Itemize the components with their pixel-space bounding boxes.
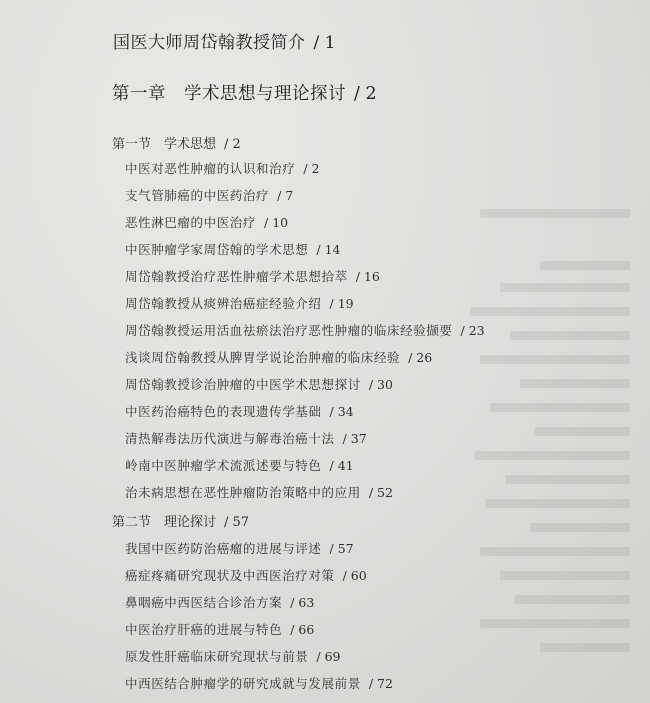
- toc-entry[interactable]: [125, 456, 354, 474]
- toc-entry[interactable]: [125, 402, 354, 420]
- section-title: 第一节 学术思想: [112, 137, 217, 152]
- toc-entry[interactable]: [125, 483, 393, 501]
- toc-entry[interactable]: [125, 294, 354, 312]
- entry-title: 周岱翰教授运用活血祛瘀法治疗恶性肿瘤的临床经验撷要: [125, 323, 453, 338]
- entry-page: / 7: [277, 188, 294, 203]
- toc-entry[interactable]: [125, 620, 314, 638]
- entry-page: / 69: [316, 649, 341, 664]
- toc-entry[interactable]: [125, 647, 341, 665]
- entry-title: 治未病思想在恶性肿瘤防治策略中的应用: [125, 485, 361, 500]
- toc-entry[interactable]: [125, 566, 367, 584]
- toc-entry[interactable]: [125, 159, 319, 177]
- preface-title: 国医大师周岱翰教授简介: [113, 33, 306, 53]
- entry-title: 我国中医药防治癌瘤的进展与评述: [125, 541, 322, 556]
- entry-title: 岭南中医肿瘤学术流派述要与特色: [125, 458, 322, 473]
- chapter-page: / 2: [354, 84, 377, 104]
- toc-entry[interactable]: [125, 348, 432, 366]
- entry-page: / 52: [368, 485, 393, 500]
- entry-page: / 16: [355, 269, 380, 284]
- entry-title: 中医药治癌特色的表现遗传学基础: [125, 404, 322, 419]
- entry-page: / 34: [329, 404, 354, 419]
- section-page: / 2: [224, 137, 241, 152]
- entry-page: / 26: [408, 350, 433, 365]
- entry-page: / 30: [368, 377, 393, 392]
- toc-entry[interactable]: [125, 674, 393, 692]
- toc-entry[interactable]: [125, 539, 354, 557]
- entry-title: 癌症疼痛研究现状及中西医治疗对策: [125, 568, 335, 583]
- toc-entry[interactable]: [125, 429, 367, 447]
- entry-page: / 41: [329, 458, 354, 473]
- entry-page: / 10: [264, 215, 289, 230]
- entry-title: 中西医结合肿瘤学的研究成就与发展前景: [125, 676, 361, 691]
- toc-entry[interactable]: [125, 186, 293, 204]
- section-page: / 57: [224, 515, 250, 530]
- entry-title: 原发性肝癌临床研究现状与前景: [125, 649, 309, 664]
- entry-title: 清热解毒法历代演进与解毒治癌十法: [125, 431, 335, 446]
- entry-page: / 66: [290, 622, 315, 637]
- preface-entry[interactable]: [113, 28, 335, 53]
- entry-page: / 23: [460, 323, 485, 338]
- chapter-heading[interactable]: [112, 80, 377, 105]
- toc-entry[interactable]: [125, 375, 393, 393]
- toc-entry[interactable]: [125, 593, 314, 611]
- entry-title: 支气管肺癌的中医药治疗: [125, 188, 270, 203]
- section-heading[interactable]: [112, 511, 249, 530]
- entry-page: / 37: [342, 431, 367, 446]
- entry-page: / 2: [303, 161, 320, 176]
- entry-page: / 72: [368, 676, 393, 691]
- entry-title: 周岱翰教授从痰辨治癌症经验介绍: [125, 296, 322, 311]
- entry-title: 周岱翰教授诊治肿瘤的中医学术思想探讨: [125, 377, 361, 392]
- toc-entry[interactable]: [125, 213, 288, 231]
- toc-entry[interactable]: [125, 321, 485, 339]
- entry-title: 周岱翰教授治疗恶性肿瘤学术思想拾萃: [125, 269, 348, 284]
- entry-page: / 19: [329, 296, 354, 311]
- toc-entry[interactable]: [125, 267, 380, 285]
- entry-page: / 60: [342, 568, 367, 583]
- toc-entry[interactable]: [125, 240, 341, 258]
- entry-title: 恶性淋巴瘤的中医治疗: [125, 215, 257, 230]
- section-heading[interactable]: [112, 133, 241, 152]
- entry-page: / 63: [290, 595, 315, 610]
- entry-title: 浅谈周岱翰教授从脾胃学说论治肿瘤的临床经验: [125, 350, 401, 365]
- entry-title: 鼻咽癌中西医结合诊治方案: [125, 595, 283, 610]
- entry-title: 中医对恶性肿瘤的认识和治疗: [125, 161, 296, 176]
- section-title: 第二节 理论探讨: [112, 515, 217, 530]
- chapter-title: 第一章 学术思想与理论探讨: [112, 84, 346, 104]
- entry-title: 中医肿瘤学家周岱翰的学术思想: [125, 242, 309, 257]
- entry-page: / 14: [316, 242, 341, 257]
- entry-title: 中医治疗肝癌的进展与特色: [125, 622, 283, 637]
- preface-page: / 1: [313, 33, 336, 53]
- entry-page: / 57: [329, 541, 354, 556]
